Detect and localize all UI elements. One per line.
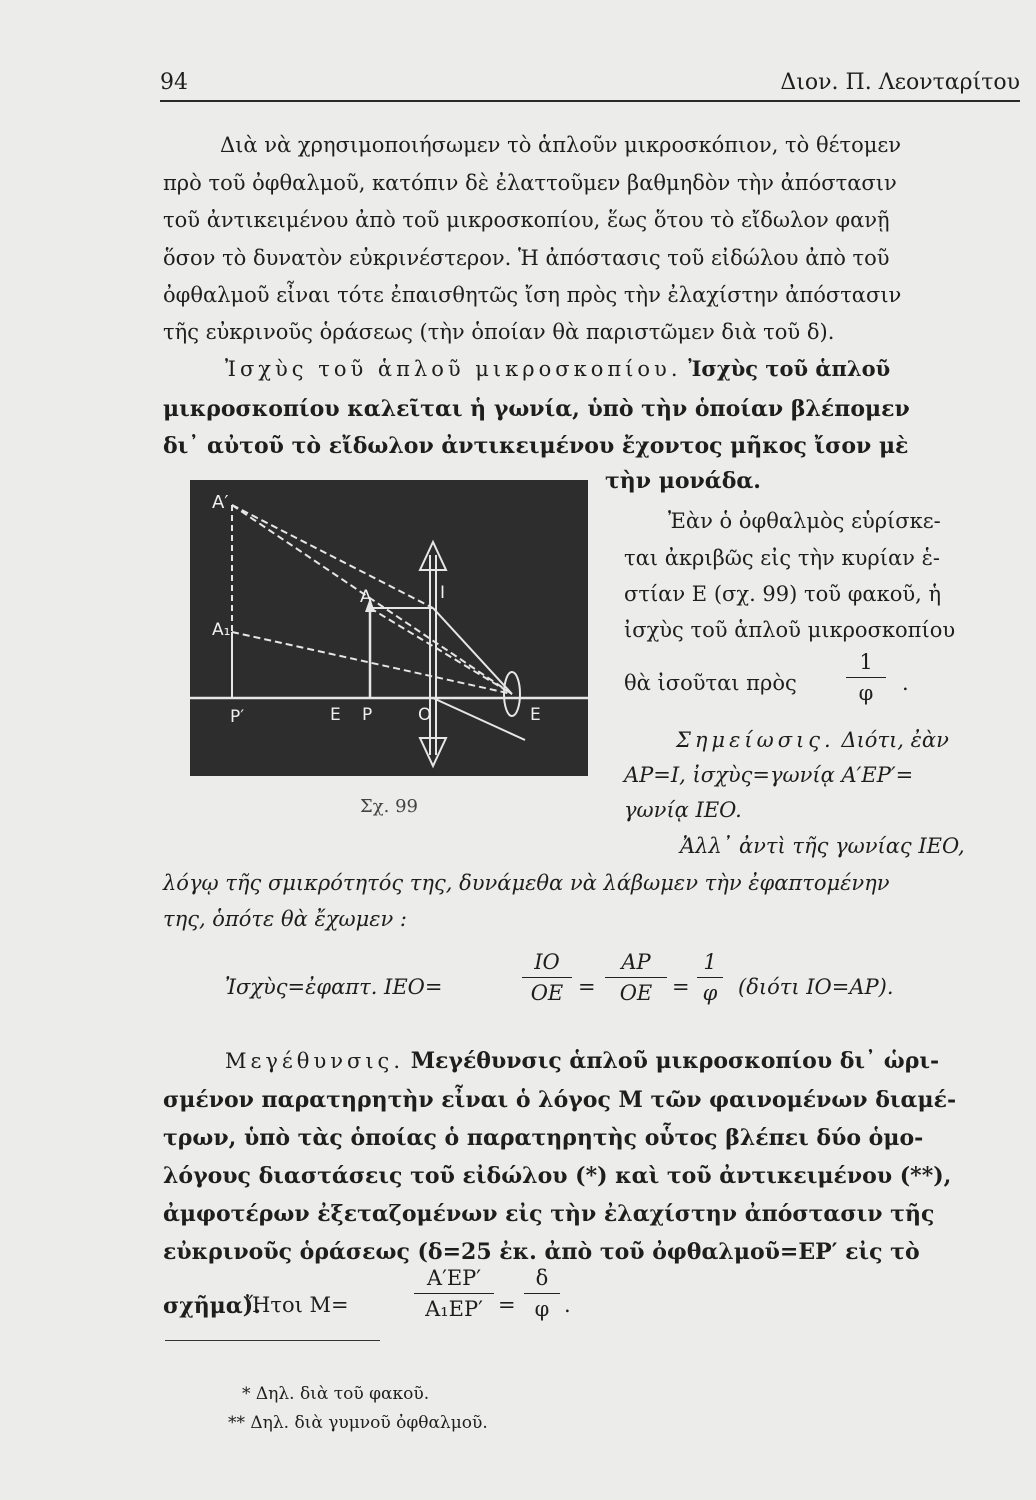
right-col-line: ἰσχὺς τοῦ ἁπλοῦ μικροσκοπίου	[624, 618, 956, 642]
magnification-line: τρων, ὑπὸ τὰς ὁποίας ὁ παρατηρητὴς οὗτος βλέπει δύο ὁμο-	[163, 1125, 924, 1151]
power-formula-tail: .	[902, 671, 909, 695]
power-definition-line: τὴν μονάδα.	[605, 468, 761, 494]
para1-line: Διὰ νὰ χρησιμοποιήσωμεν τὸ ἁπλοῦν μικροσκόπιον, τὸ θέτομεν	[220, 133, 902, 157]
note-line: λόγῳ τῆς σμικρότητός της, δυνάμεθα νὰ λάβωμεν τὴν ἐφαπτομένην	[163, 871, 890, 895]
fraction-denominator: OE	[619, 981, 653, 1005]
label-i: I	[440, 583, 446, 603]
label-e-right: E	[530, 705, 541, 725]
power-formula-lhs: Ἰσχὺς=ἐφαπτ. IEO=	[225, 975, 443, 999]
footnote: ** Δηλ. διὰ γυμνοῦ ὀφθαλμοῦ.	[228, 1413, 488, 1433]
fraction-angle-ratio	[414, 1266, 494, 1321]
power-definition-start: Ἰσχὺς τοῦ ἁπλοῦ	[688, 356, 891, 381]
label-p: P	[362, 705, 373, 725]
note-text: Διότι, ἐὰν	[841, 728, 949, 752]
magnification-line: ἀμφοτέρων ἐξεταζομένων εἰς τὴν ἐλαχίστην ἀπόστασιν τῆς	[163, 1201, 935, 1227]
note-line: της, ὁπότε θὰ ἔχωμεν :	[163, 907, 408, 931]
label-a: A	[360, 587, 372, 607]
footnote: * Δηλ. διὰ τοῦ φακοῦ.	[242, 1384, 430, 1404]
right-col-line: Ἐὰν ὁ ὀφθαλμὸς εὑρίσκε-	[668, 509, 941, 533]
note-line	[676, 730, 949, 751]
fraction-delta-phi	[524, 1266, 560, 1321]
page-header	[160, 66, 1020, 102]
power-heading: Ἰσχὺς τοῦ ἁπλοῦ μικροσκοπίου.	[225, 357, 682, 381]
equals-sign: =	[498, 1293, 516, 1317]
para1-line: πρὸ τοῦ ὀφθαλμοῦ, κατόπιν δὲ ἐλαττοῦμεν βαθμηδὸν τὴν ἀπόστασιν	[163, 171, 897, 195]
fraction-io-oe	[522, 950, 572, 1005]
right-col-line: στίαν Ε (σχ. 99) τοῦ φακοῦ, ἡ	[624, 582, 942, 606]
fraction-numerator: δ	[535, 1266, 549, 1290]
right-col-line: ται ἀκριβῶς εἰς τὴν κυρίαν ἑ-	[624, 546, 940, 570]
equals-sign: =	[578, 975, 596, 999]
equals-sign: =	[672, 975, 690, 999]
magnification-line: εὐκρινοῦς ὁράσεως (δ=25 ἐκ. ἀπὸ τοῦ ὀφθαλμοῦ=ΕΡ′ εἰς τὸ	[163, 1239, 920, 1265]
fraction-numerator: IO	[534, 950, 560, 974]
simple-microscope-diagram	[190, 480, 588, 776]
fraction-one-phi	[697, 950, 723, 1005]
fraction-denominator: A₁EP′	[425, 1297, 483, 1321]
section-heading-magnification	[225, 1050, 939, 1072]
para1-line: τῆς εὐκρινοῦς ὁράσεως (τὴν ὁποίαν θὰ παριστῶμεν διὰ τοῦ δ).	[163, 320, 835, 344]
magnification-line: σμένον παρατηρητὴν εἶναι ὁ λόγος Μ τῶν φαινομένων διαμέ-	[163, 1087, 957, 1113]
fraction-numerator: 1	[703, 950, 717, 974]
label-e-left: E	[330, 705, 341, 725]
page-number: 94	[160, 70, 188, 95]
section-heading-power	[225, 358, 890, 380]
formula-end: .	[564, 1293, 571, 1317]
power-definition-line: μικροσκοπίου καλεῖται ἡ γωνία, ὑπὸ τὴν ὁποίαν βλέπομεν	[163, 396, 910, 422]
note-line: Ἀλλ᾿ ἀντὶ τῆς γωνίας IEO,	[680, 834, 965, 858]
label-o: O	[418, 705, 432, 725]
fraction-denominator: φ	[534, 1297, 550, 1321]
formula-note: (διότι IO=AP).	[738, 975, 894, 999]
fraction-ap-oe	[605, 950, 667, 1005]
right-col-line: θὰ ἰσοῦται πρὸς	[624, 671, 797, 695]
magnification-text: Μεγέθυνσις ἁπλοῦ μικροσκοπίου δι᾿ ὡρι-	[410, 1048, 940, 1074]
fraction-numerator: AP	[621, 950, 651, 974]
fraction-numerator: 1	[859, 650, 873, 674]
note-line: γωνίᾳ IEO.	[624, 798, 742, 822]
para1-line: ὅσον τὸ δυνατὸν εὐκρινέστερον. Ἡ ἀπόστασις τοῦ εἰδώλου ἀπὸ τοῦ	[163, 246, 890, 270]
para1-line: τοῦ ἀντικειμένου ἀπὸ τοῦ μικροσκοπίου, ἕως ὅτου τὸ εἴδωλον φανῇ	[163, 208, 890, 232]
magnification-heading: Μεγέθυνσις.	[225, 1049, 404, 1073]
fraction-denominator: φ	[858, 681, 874, 705]
power-fraction	[846, 650, 886, 705]
label-p-prime: P′	[230, 707, 245, 727]
fraction-numerator: A′EP′	[426, 1266, 482, 1290]
note-label: Σημείωσις.	[676, 728, 835, 752]
power-definition-line: δι᾿ αὐτοῦ τὸ εἴδωλον ἀντικειμένου ἔχοντος μῆκος ἴσον μὲ	[163, 433, 909, 459]
fraction-denominator: φ	[702, 981, 718, 1005]
running-head: Διον. Π. Λεονταρίτου	[780, 70, 1020, 95]
note-line: AP=I, ἰσχὺς=γωνίᾳ A′EP′=	[624, 763, 914, 787]
label-a1: A₁	[212, 620, 231, 640]
magnification-line: σχῆμα).	[163, 1293, 261, 1319]
figure-caption: Σχ. 99	[360, 796, 418, 817]
figure-99	[190, 480, 588, 776]
fraction-denominator: OE	[530, 981, 564, 1005]
footnote-rule	[165, 1340, 380, 1341]
magnification-formula-lhs: Ἤτοι M=	[246, 1293, 349, 1317]
label-a-prime: A′	[212, 492, 229, 513]
magnification-line: λόγους διαστάσεις τοῦ εἰδώλου (*) καὶ τοῦ ἀντικειμένου (**),	[163, 1163, 952, 1189]
para1-line: ὀφθαλμοῦ εἶναι τότε ἐπαισθητῶς ἴση πρὸς τὴν ἐλαχίστην ἀπόστασιν	[163, 283, 902, 307]
